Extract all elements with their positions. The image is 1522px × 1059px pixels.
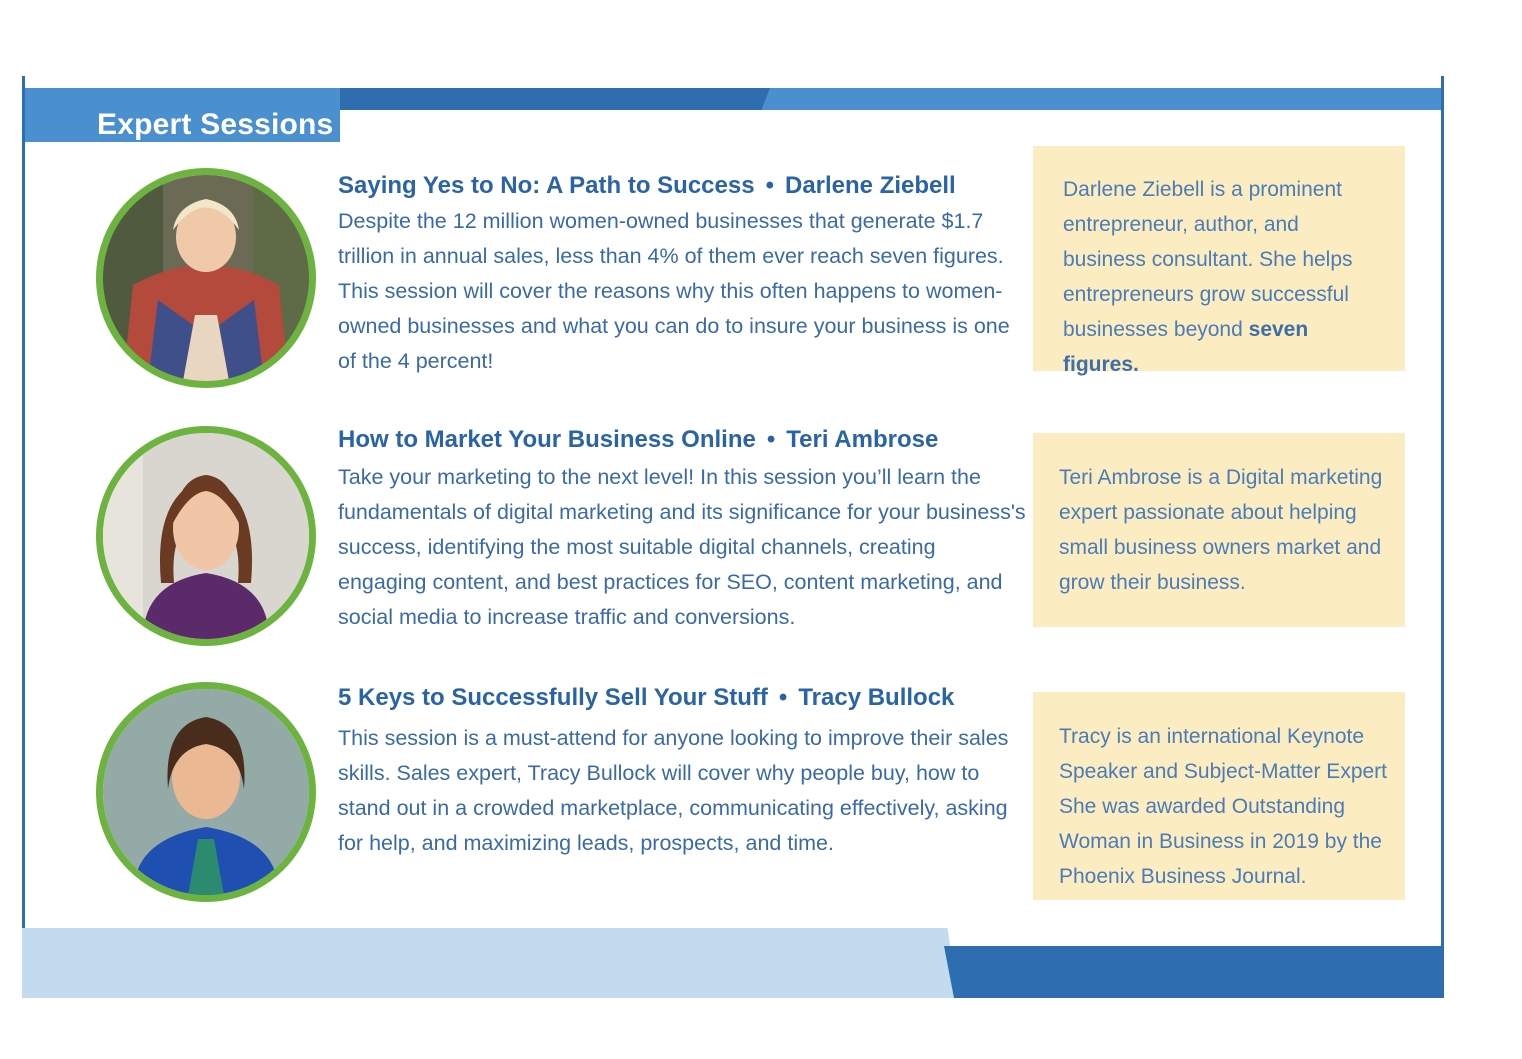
panel-border-left bbox=[22, 76, 25, 928]
session-description: Take your marketing to the next level! In this session you’ll learn the fundamentals of digital marketing and its significance for your business's success, identifying the most suitable digital channels, creating engaging content, and best practices for SEO, content marketing, and social media to increase traffic and conversions. bbox=[338, 465, 1026, 629]
speaker-photo-icon bbox=[103, 689, 309, 895]
separator-dot: • bbox=[778, 684, 788, 711]
avatar-teri-ambrose bbox=[96, 426, 316, 646]
footer-stripe-light bbox=[22, 928, 957, 998]
speaker-photo-icon bbox=[103, 433, 309, 639]
header-tab bbox=[22, 88, 340, 142]
session-title-line bbox=[338, 426, 938, 454]
speaker-name: Darlene Ziebell bbox=[784, 172, 956, 199]
session-title: 5 Keys to Successfully Sell Your Stuff bbox=[338, 684, 768, 711]
speaker-bio-emphasis: seven figures. bbox=[1063, 318, 1309, 376]
session-title: How to Market Your Business Online bbox=[338, 426, 756, 453]
speaker-bio-box bbox=[1033, 692, 1405, 900]
footer-stripe-dark bbox=[944, 946, 1444, 998]
speaker-bio-box bbox=[1033, 146, 1405, 376]
separator-dot: • bbox=[766, 426, 776, 453]
speaker-name: Teri Ambrose bbox=[786, 426, 939, 453]
header-stripe-accent bbox=[340, 88, 770, 110]
session-title: Saying Yes to No: A Path to Success bbox=[338, 172, 755, 199]
speaker-photo-icon bbox=[103, 175, 309, 381]
separator-dot: • bbox=[765, 172, 774, 199]
speaker-name: Tracy Bullock bbox=[798, 684, 955, 711]
speaker-bio: Darlene Ziebell is a prominent entrepreneur, author, and business consultant. She helps entrepreneurs grow successful businesses beyond bbox=[1063, 178, 1353, 341]
speaker-bio-box bbox=[1033, 433, 1405, 627]
session-description: Despite the 12 million women-owned businesses that generate $1.7 trillion in annual sales, less than 4% of them ever reach seven figures. This session will cover the reasons why this often happens to women-owned businesses and what you can do to insure your business is one of the 4 percent! bbox=[338, 209, 1010, 373]
session-title-line bbox=[338, 684, 954, 712]
speaker-bio: Teri Ambrose is a Digital marketing expert passionate about helping small business owners market and grow their business. bbox=[1059, 466, 1383, 594]
avatar-tracy-bullock bbox=[96, 682, 316, 902]
page-title: Expert Sessions bbox=[97, 108, 334, 141]
session-title-line bbox=[338, 172, 956, 200]
session-description: This session is a must-attend for anyone looking to improve their sales skills. Sales expert, Tracy Bullock will cover why people buy, how to stand out in a crowded marketplace, communicating effectively, asking for help, and maximizing leads, prospects, and time. bbox=[338, 726, 1009, 855]
expert-sessions-panel bbox=[22, 76, 1444, 998]
panel-border-right bbox=[1441, 76, 1444, 946]
speaker-bio: Tracy is an international Keynote Speaker and Subject-Matter Expert She was awarded Outstanding Woman in Business in 2019 by the Phoenix Business Journal. bbox=[1059, 725, 1388, 888]
avatar-darlene-ziebell bbox=[96, 168, 316, 388]
